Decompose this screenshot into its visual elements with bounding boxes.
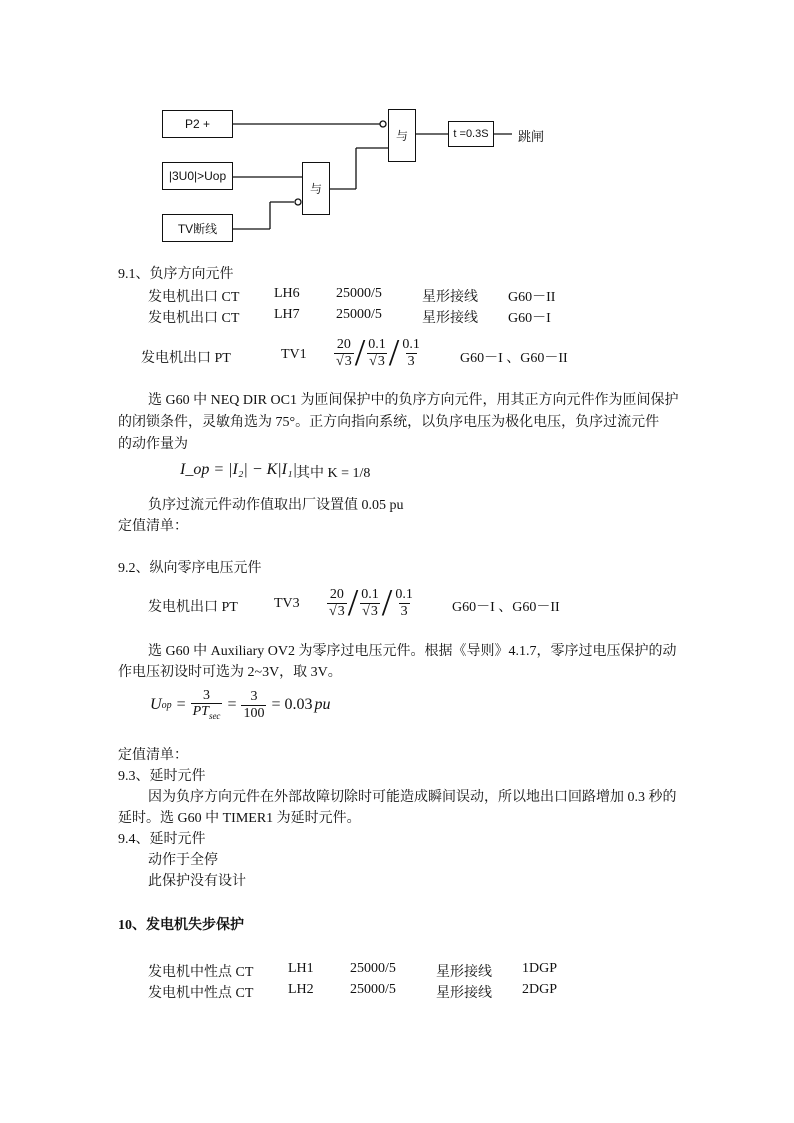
pt-target: G60－I 、G60－II bbox=[460, 351, 568, 366]
frac-num: 3 bbox=[250, 689, 258, 705]
paragraph: 因为负序方向元件在外部故障切除时可能造成瞬间误动，所以地出口回路增加 0.3 秒的 bbox=[148, 790, 677, 805]
section-9-1-heading: 9.1、负序方向元件 bbox=[118, 267, 234, 282]
ct-id: LH2 bbox=[288, 982, 314, 997]
paragraph: 动作于全停 bbox=[148, 853, 218, 868]
ct-name: 发电机出口 CT bbox=[148, 311, 240, 326]
frac-den: 3 bbox=[337, 603, 345, 619]
frac-den: 3 bbox=[407, 353, 415, 369]
frac-den: 3 bbox=[400, 603, 408, 619]
frac-den: PT bbox=[192, 704, 209, 720]
paragraph: 的动作量为 bbox=[118, 437, 188, 452]
trip-label: 跳闸 bbox=[518, 130, 545, 145]
ct-target: G60－I bbox=[508, 311, 551, 326]
ct-wiring: 星形接线 bbox=[436, 986, 492, 1001]
ct-ratio: 25000/5 bbox=[350, 961, 396, 976]
setting-list-label: 定值清单： bbox=[118, 748, 188, 763]
and-gate-2: 与 bbox=[302, 162, 330, 215]
paragraph: 负序过流元件动作值取出厂设置值 0.05 pu bbox=[148, 498, 404, 513]
ct-wiring: 星形接线 bbox=[436, 965, 492, 980]
ct-target: 1DGP bbox=[522, 961, 558, 976]
logic-diagram bbox=[0, 0, 794, 260]
pt-ratio-fraction: $\frac{20}{√3}$ / $\frac{0.1}{√3}$ / $\frac{0.1}{3}$ bbox=[336, 332, 420, 374]
frac-num: 0.1 bbox=[402, 337, 420, 353]
ct-wiring: 星形接线 bbox=[422, 290, 478, 305]
frac-den-sub: sec bbox=[208, 711, 221, 722]
ct-ratio: 25000/5 bbox=[336, 286, 382, 301]
frac-num: 3 bbox=[203, 688, 211, 703]
ct-name: 发电机中性点 CT bbox=[148, 965, 254, 980]
paragraph: 延时。选 G60 中 TIMER1 为延时元件。 bbox=[118, 811, 361, 826]
frac-num: 20 bbox=[329, 587, 344, 603]
formula-lhs: U bbox=[150, 696, 162, 714]
formula-iop: I_op = |I₂| − K|I₁| bbox=[180, 461, 297, 478]
ct-id: LH6 bbox=[274, 286, 300, 301]
paragraph: 作电压初设时可选为 2~3V，取 3V。 bbox=[118, 665, 342, 680]
frac-num: 20 bbox=[336, 337, 351, 353]
paragraph: 选 G60 中 NEQ DIR OC1 为匝间保护中的负序方向元件，用其正方向元件作为匝间保护 bbox=[148, 393, 679, 408]
frac-den: 100 bbox=[243, 705, 265, 721]
ct-target: 2DGP bbox=[522, 982, 558, 997]
ct-ratio: 25000/5 bbox=[336, 307, 382, 322]
pt-ratio-fraction: $\frac{20}{√3}$ / $\frac{0.1}{√3}$ / $\frac{0.1}{3}$ bbox=[329, 582, 413, 624]
frac-num: 0.1 bbox=[368, 337, 386, 353]
timer-box: t =0.3S bbox=[448, 121, 494, 147]
pt-id: TV3 bbox=[274, 596, 300, 611]
frac-num: 0.1 bbox=[361, 587, 379, 603]
ct-id: LH1 bbox=[288, 961, 314, 976]
ct-ratio: 25000/5 bbox=[350, 982, 396, 997]
ct-id: LH7 bbox=[274, 307, 300, 322]
frac-den: 3 bbox=[377, 353, 385, 369]
formula-lhs-sub: op bbox=[161, 699, 172, 711]
input-box-tv: TV断线 bbox=[162, 214, 233, 242]
section-10-heading: 10、发电机失步保护 bbox=[118, 918, 244, 933]
frac-den: 3 bbox=[344, 353, 352, 369]
and-gate-1: 与 bbox=[388, 109, 416, 162]
frac-num: 0.1 bbox=[395, 587, 413, 603]
formula-note: 其中 K = 1/8 bbox=[296, 466, 371, 481]
pt-id: TV1 bbox=[281, 347, 307, 362]
ct-name: 发电机出口 CT bbox=[148, 290, 240, 305]
paragraph: 选 G60 中 Auxiliary OV2 为零序过电压元件。根据《导则》4.1.7，零序过电压保护的动 bbox=[148, 644, 677, 659]
frac-den: 3 bbox=[370, 603, 378, 619]
ct-target: G60－II bbox=[508, 290, 556, 305]
input-box-3u0: |3U0|>Uop bbox=[162, 162, 233, 190]
section-9-3-heading: 9.3、延时元件 bbox=[118, 769, 206, 784]
input-box-p2: P2 + bbox=[162, 110, 233, 138]
paragraph: 此保护没有设计 bbox=[148, 874, 246, 889]
ct-name: 发电机中性点 CT bbox=[148, 986, 254, 1001]
paragraph: 的闭锁条件，灵敏角选为 75°。正方向指向系统，以负序电压为极化电压，负序过流元件 bbox=[118, 415, 660, 430]
section-9-4-heading: 9.4、延时元件 bbox=[118, 832, 206, 847]
pt-name: 发电机出口 PT bbox=[141, 351, 231, 366]
setting-list-label: 定值清单： bbox=[118, 519, 188, 534]
pt-name: 发电机出口 PT bbox=[148, 600, 238, 615]
formula-rhs: = 0.03 bbox=[271, 696, 313, 714]
formula-unit: pu bbox=[314, 696, 331, 714]
section-9-2-heading: 9.2、纵向零序电压元件 bbox=[118, 561, 262, 576]
ct-wiring: 星形接线 bbox=[422, 311, 478, 326]
pt-target: G60－I 、G60－II bbox=[452, 600, 560, 615]
formula-uop: U op = $\frac{3}{PT_{sec}}$ = $\frac{3}{100}$ = 0.03 pu bbox=[150, 688, 331, 722]
